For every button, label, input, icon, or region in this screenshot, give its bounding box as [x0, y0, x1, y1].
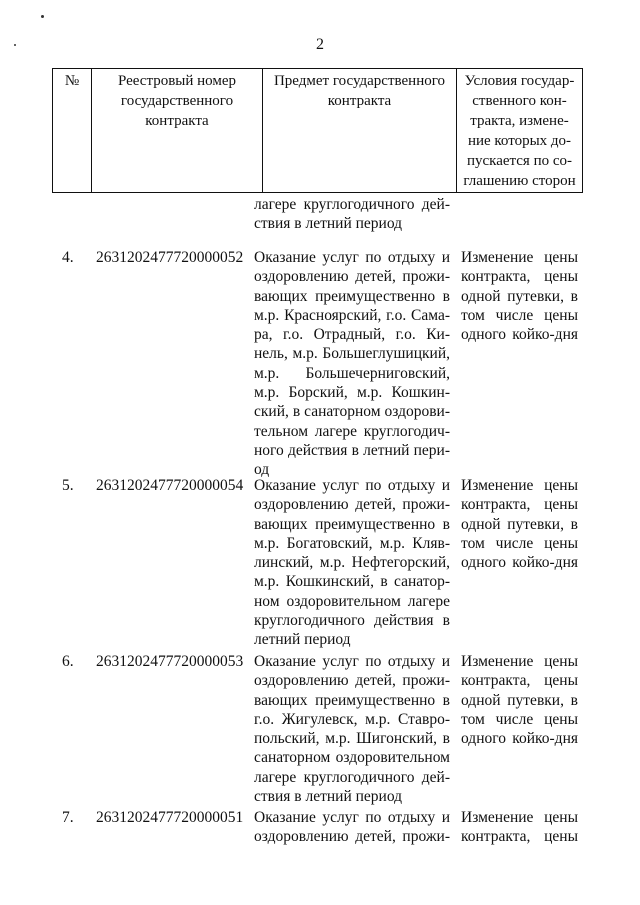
text-line: тельном лагере круглогодич-	[254, 422, 450, 440]
header-line: контракта	[327, 93, 392, 109]
text-line: Оказание услуг по отдыху и	[254, 809, 450, 826]
text-line: м.р. Кошкинский, в санатор-	[254, 573, 450, 591]
header-number-column: №	[53, 69, 92, 193]
row-number: 6.	[62, 653, 74, 670]
text-line: одного койко-дня	[461, 730, 578, 748]
text-line: Оказание услуг по отдыху и	[254, 653, 450, 670]
text-line: том числе цены	[461, 534, 578, 552]
header-line: ние которых до-	[467, 133, 572, 149]
text-line: од	[254, 461, 270, 479]
text-line: том числе цены	[461, 306, 578, 324]
text-line: ский, в санаторном оздорови-	[254, 403, 450, 421]
row-number: 5.	[62, 477, 74, 494]
text-line: Оказание услуг по отдыху и	[254, 477, 450, 494]
text-line: линский, м.р. Нефтегорский,	[254, 554, 450, 572]
header-line: пускается по со-	[466, 153, 573, 169]
scan-speck	[41, 15, 44, 18]
text-line: Оказание услуг по отдыху и	[254, 249, 450, 266]
text-line: вающих преимущественно в	[254, 691, 450, 709]
text-line: одной путевки, в	[461, 287, 578, 305]
text-line: оздоровлению детей, прожи-	[254, 268, 450, 286]
text-line: Изменение цены	[461, 809, 578, 826]
header-line: Предмет государственного	[273, 73, 446, 89]
header-line: государственного	[120, 93, 234, 109]
text-line: Изменение цены	[461, 249, 578, 266]
contract-conditions	[461, 476, 578, 572]
contract-subject	[254, 808, 450, 847]
header-line: контракта	[145, 113, 209, 129]
text-line: ствия в летний период	[254, 788, 403, 806]
text-line: г.о. Жигулевск, м.р. Ставро-	[254, 710, 450, 728]
text-line: оздоровлению детей, прожи-	[254, 496, 450, 514]
text-line: Изменение цены	[461, 653, 578, 670]
continuation-subject	[254, 195, 450, 234]
header-subject-column	[263, 69, 457, 193]
text-line: одной путевки, в	[461, 515, 578, 533]
text-line: летний период	[254, 631, 351, 649]
header-line: Реестровый номер	[117, 73, 237, 89]
text-line: м.р. Богатовский, м.р. Кляв-	[254, 534, 450, 552]
text-line: одного койко-дня	[461, 326, 578, 344]
header-line: Условия государ-	[464, 73, 575, 89]
text-line: контракта, цены	[461, 268, 578, 286]
text-line: нель, м.р. Большеглушицкий,	[254, 345, 450, 363]
text-line: одного койко-дня	[461, 554, 578, 572]
contract-conditions	[461, 808, 578, 847]
registry-number: 2631202477720000053	[96, 653, 244, 670]
text-line: оздоровлению детей, прожи-	[254, 828, 450, 846]
text-line: м.р. Красноярский, г.о. Сама-	[254, 306, 450, 324]
row-number: 4.	[62, 249, 74, 266]
registry-number: 2631202477720000051	[96, 809, 244, 826]
header-line: ственного кон-	[472, 93, 567, 109]
header-line: глашению сторон	[463, 173, 576, 189]
contract-conditions	[461, 248, 578, 344]
text-line: польский, м.р. Шигонский, в	[254, 730, 450, 748]
page-number: 2	[316, 36, 324, 53]
text-line: м.р. Большечерниговский,	[254, 364, 450, 382]
contract-conditions	[461, 652, 578, 748]
text-line: оздоровлению детей, прожи-	[254, 672, 450, 690]
registry-number: 2631202477720000052	[96, 249, 244, 266]
text-line: вающих преимущественно в	[254, 515, 450, 533]
text-line: одной путевки, в	[461, 691, 578, 709]
contract-subject	[254, 476, 450, 650]
text-line: м.р. Борский, м.р. Кошкин-	[254, 384, 450, 402]
text-line: ном оздоровительном лагере	[254, 592, 450, 610]
row-number: 7.	[62, 809, 74, 826]
text-line: контракта, цены	[461, 828, 578, 846]
table-header	[52, 68, 583, 193]
text-line: лагере круглогодичного дей-	[254, 768, 450, 786]
text-line: лагере круглогодичного дей-	[254, 196, 450, 213]
header-conditions-column	[457, 69, 583, 193]
text-line: Изменение цены	[461, 477, 578, 494]
text-line: круглогодичного действия в	[254, 612, 450, 630]
text-line: контракта, цены	[461, 496, 578, 514]
contract-subject	[254, 248, 450, 480]
registry-number: 2631202477720000054	[96, 477, 244, 494]
text-line: санаторном оздоровительном	[254, 749, 450, 767]
text-line: том числе цены	[461, 710, 578, 728]
text-line: контракта, цены	[461, 672, 578, 690]
text-line: ствия в летний период	[254, 215, 403, 233]
header-line: тракта, измене-	[470, 113, 569, 129]
text-line: ра, г.о. Отрадный, г.о. Ки-	[254, 326, 450, 344]
header-registry-column	[92, 69, 263, 193]
contract-subject	[254, 652, 450, 806]
text-line: ного действия в летний пери-	[254, 441, 450, 459]
text-line: вающих преимущественно в	[254, 287, 450, 305]
